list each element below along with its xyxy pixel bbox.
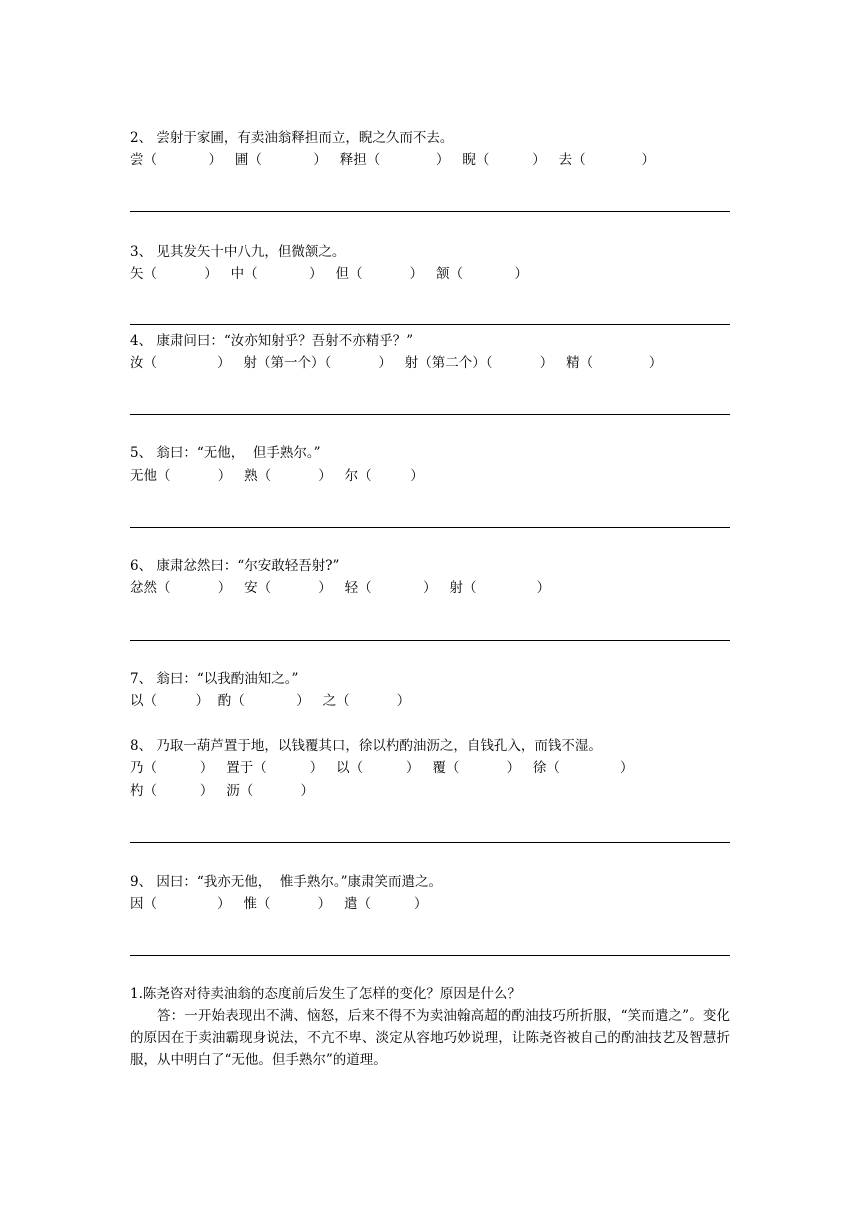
answer-line xyxy=(130,211,730,212)
question-8-sentence: 8、 乃取一葫芦置于地，以钱覆其口，徐以杓酌油沥之，自钱孔入，而钱不湿。 xyxy=(130,738,602,754)
question-9-blanks: 因（ ） 惟（ ） 遣（ ） xyxy=(130,896,428,912)
discussion-question: 1.陈尧咨对待卖油翁的态度前后发生了怎样的变化？原因是什么？ xyxy=(130,986,521,1002)
question-6-blanks: 忿然（ ） 安（ ） 轻（ ） 射（ ） xyxy=(130,580,551,596)
question-2-sentence: 2、 尝射于家圃，有卖油翁释担而立，睨之久而不去。 xyxy=(130,130,454,146)
question-2-blanks: 尝（ ） 圃（ ） 释担（ ） 睨（ ） 去（ ） xyxy=(130,152,655,168)
question-9-sentence: 9、 因曰：“我亦无他， 惟手熟尔。”康肃笑而遣之。 xyxy=(130,874,443,890)
answer-line xyxy=(130,955,730,956)
question-4-sentence: 4、 康肃问曰：“汝亦知射乎？吾射不亦精乎？” xyxy=(130,333,414,349)
question-3-blanks: 矢（ ） 中（ ） 但（ ） 颔（ ） xyxy=(130,266,529,282)
question-6-sentence: 6、 康肃忿然曰：“尔安敢轻吾射?” xyxy=(130,558,340,574)
question-7-sentence: 7、 翁曰：“以我酌油知之。” xyxy=(130,671,299,687)
answer-line xyxy=(130,527,730,528)
question-5-sentence: 5、 翁曰：“无他， 但手熟尔。” xyxy=(130,445,321,461)
discussion-answer xyxy=(130,1005,730,1071)
question-3-sentence: 3、 见其发矢十中八九，但微颔之。 xyxy=(130,244,346,260)
question-5-blanks: 无他（ ） 熟（ ） 尔（ ） xyxy=(130,468,424,484)
answer-line xyxy=(130,324,730,325)
answer-line xyxy=(130,414,730,415)
answer-line xyxy=(130,640,730,641)
question-8-blanks-row-2: 杓（ ） 沥（ ） xyxy=(130,783,314,799)
answer-line xyxy=(130,842,730,843)
question-7-blanks: 以（ ） 酌（ ） 之（ ） xyxy=(130,693,411,709)
answer-text: 答：一开始表现出不满、恼怒，后来不得不为卖油翰高超的酌油技巧所折服，“笑而遣之”。变化的原因在于卖油霸现身说法，不亢不卑、淡定从容地巧妙说理，让陈尧咨被自己的酌油技艺及智慧折服，从中明白了“无他。但手熟尔”的道理。 xyxy=(130,1008,730,1068)
question-4-blanks: 汝（ ） 射（第一个）（ ） 射（第二个）（ ） 精（ ） xyxy=(130,355,663,371)
question-8-blanks-row-1: 乃（ ） 置于（ ） 以（ ） 覆（ ） 徐（ ） xyxy=(130,760,634,776)
